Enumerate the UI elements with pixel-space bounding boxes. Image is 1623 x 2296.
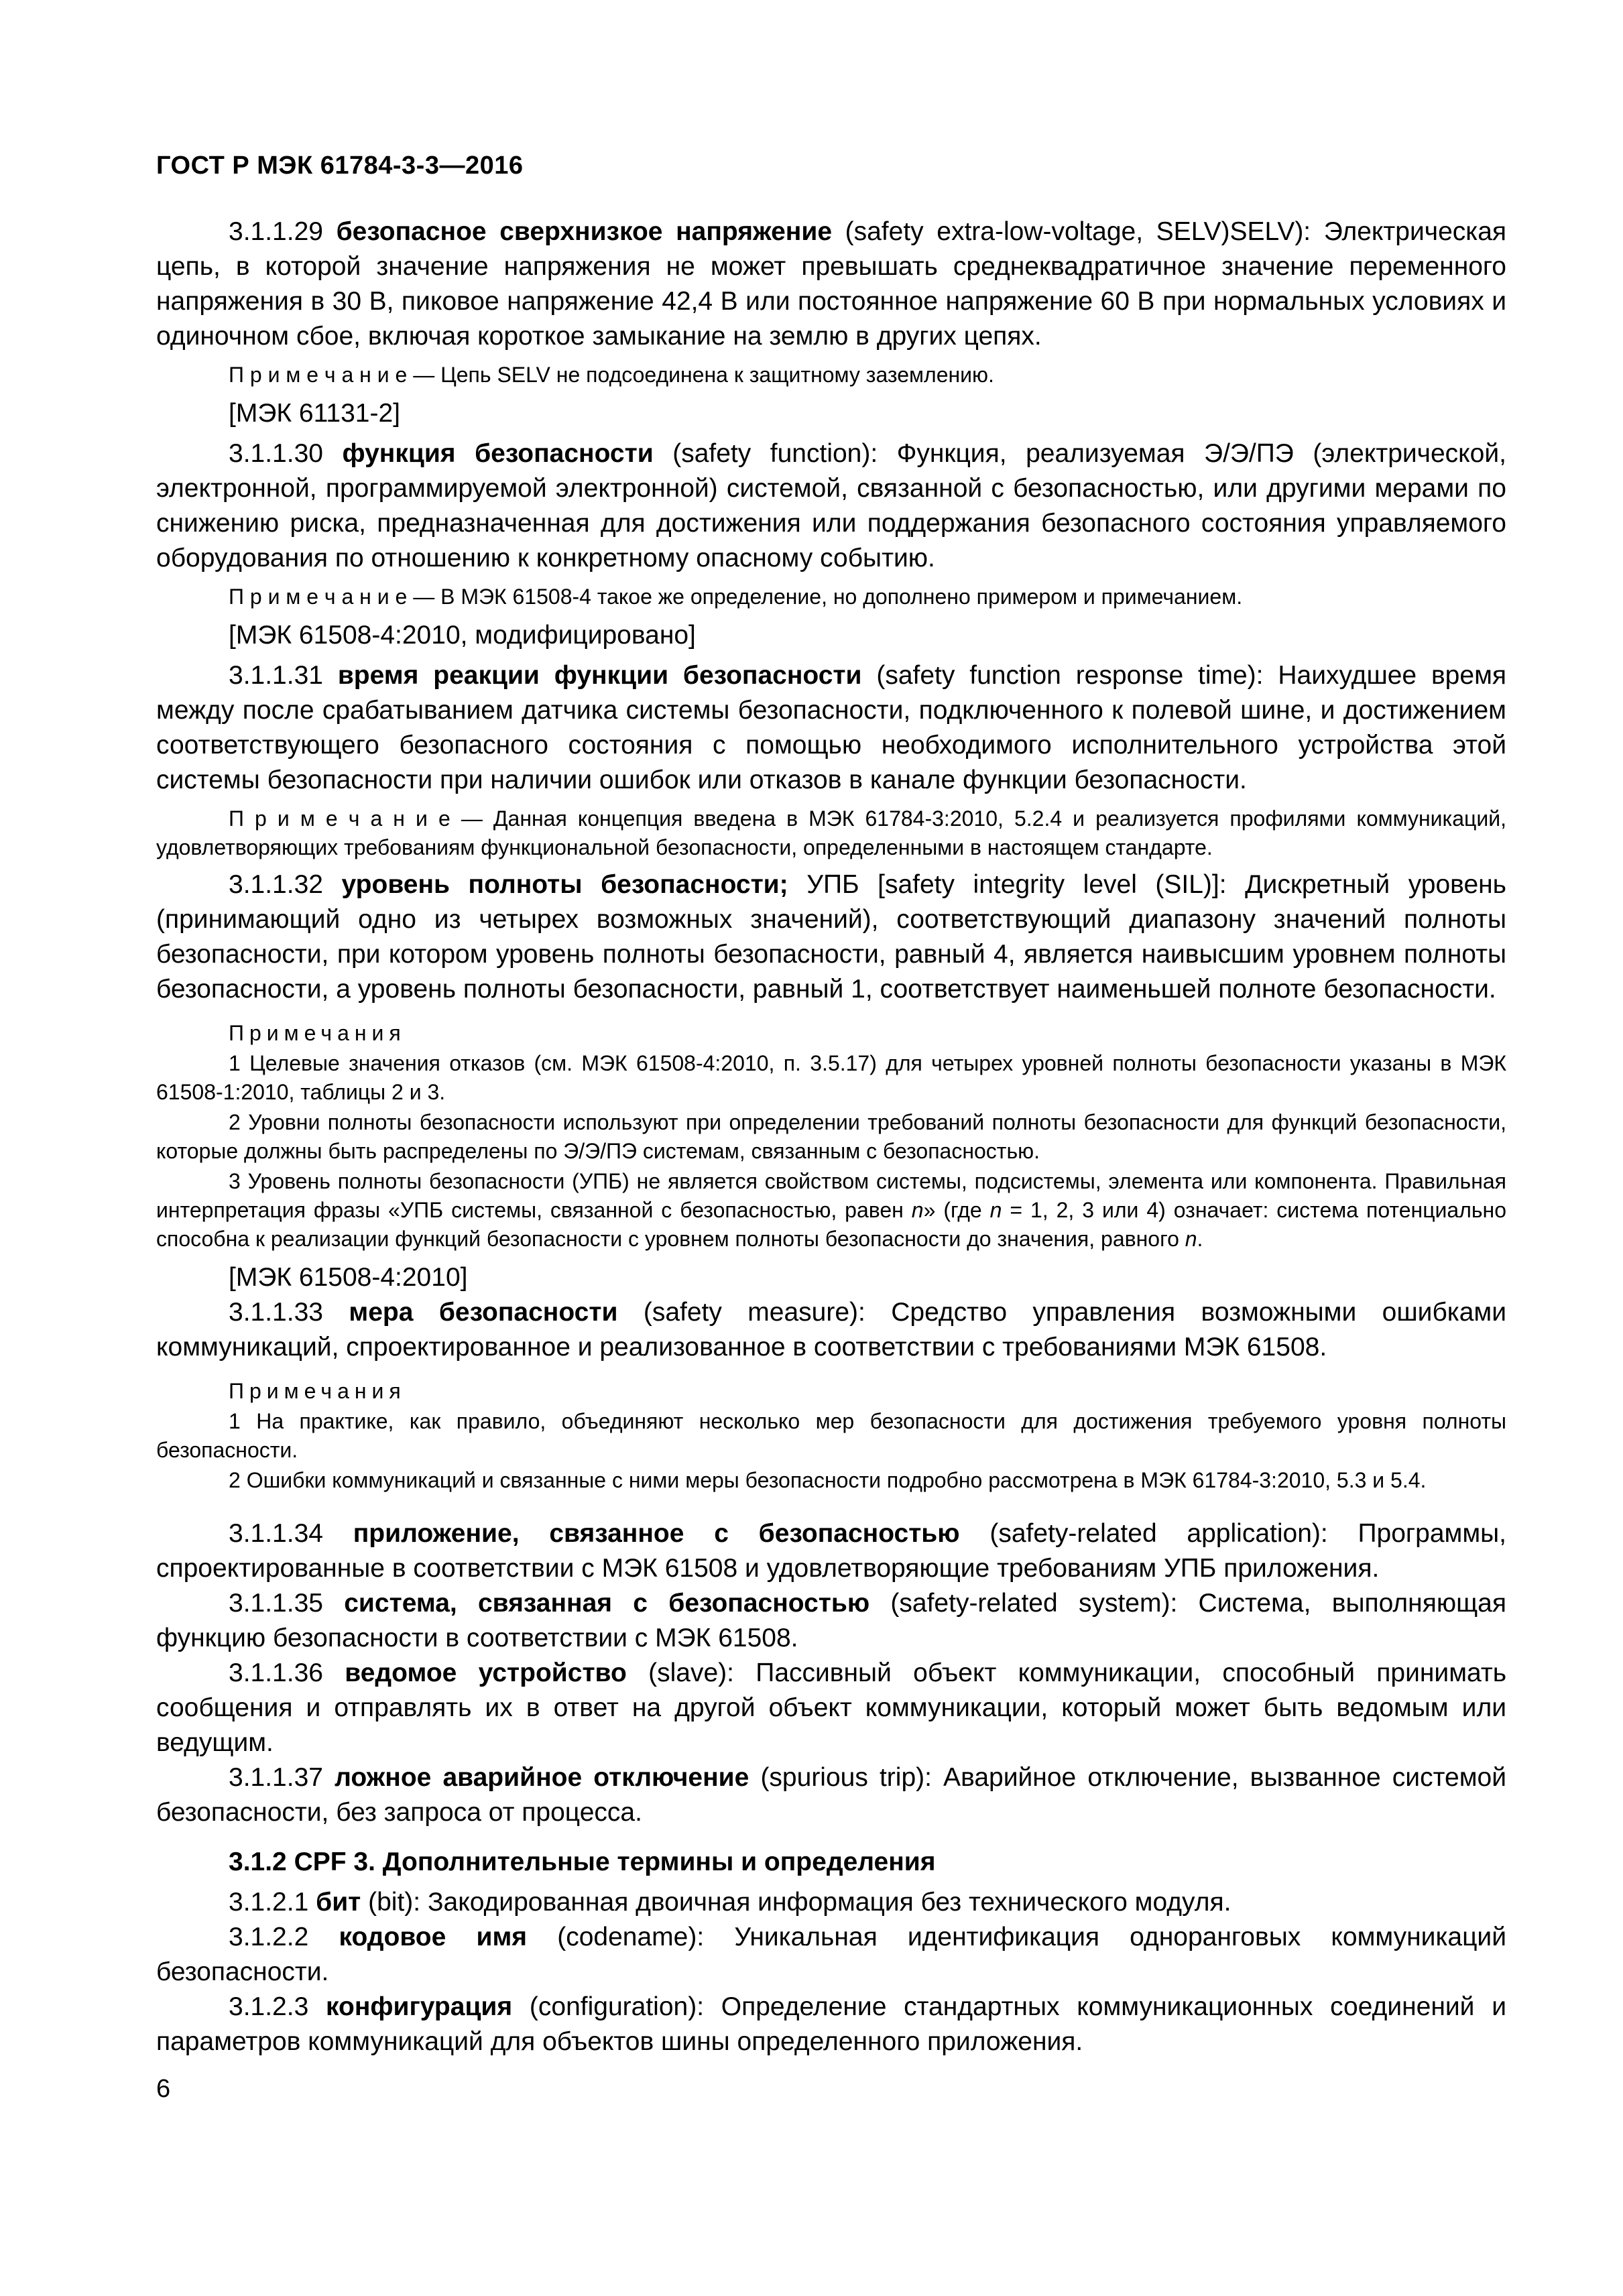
term-title: функция безопасности <box>342 439 654 468</box>
page-header: ГОСТ Р МЭК 61784-3-3—2016 <box>156 152 524 180</box>
note-variable: n <box>989 1198 1002 1222</box>
term-definition: (slave): Пассивный объект коммуникации, способный принимать сообщения и отправлять их в ответ на другой объект коммуникации, который может быть ведомым или ведущим. <box>156 1658 1507 1757</box>
term-title: уровень полноты безопасности; <box>341 870 788 899</box>
note-item-2: 2 Уровни полноты безопасности используют при определении требований полноты безопасности для функций безопасности, которые должны быть распределены по Э/Э/ПЭ системам, связанным с безопасностью. <box>156 1110 1506 1163</box>
term-3-1-1-34 <box>156 1516 1506 1586</box>
note-text: . <box>1197 1227 1203 1251</box>
note-variable: n <box>911 1198 924 1222</box>
note-label: П р и м е ч а н и е <box>229 585 408 609</box>
term-definition: (safety-related application): Программы, спроектированные в соответствии с МЭК 61508 и удовлетворяющие требованиям УПБ приложения. <box>156 1519 1506 1583</box>
term-3-1-1-33 <box>156 1295 1506 1365</box>
note-label: П р и м е ч а н и е <box>229 363 408 387</box>
term-definition: (safety measure): Средство управления возможными ошибками коммуникаций, спроектированное и реализованное в соответствии с требованиями МЭК 61508. <box>156 1298 1506 1362</box>
note-text: — Цепь SELV не подсоединена к защитному заземлению. <box>407 363 994 387</box>
term-title: время реакции функции безопасности <box>337 661 862 690</box>
notes-heading-3-1-1-33: Примечания <box>229 1379 406 1403</box>
term-number: 3.1.1.37 <box>229 1763 335 1792</box>
note-3-1-1-29 <box>156 361 1506 389</box>
term-title: система, связанная с безопасностью <box>344 1589 870 1618</box>
note-variable: n <box>1185 1227 1197 1251</box>
term-number: 3.1.1.34 <box>229 1519 353 1548</box>
note-3-1-1-30 <box>156 583 1506 611</box>
term-title: конфигурация <box>326 1992 513 2021</box>
reference-3-1-1-29: [МЭК 61131-2] <box>229 399 400 428</box>
term-number: 3.1.2.2 <box>229 1923 339 1951</box>
term-definition: (codename): Уникальная идентификация одноранговых коммуникаций безопасности. <box>156 1923 1506 1986</box>
note-3-1-1-31 <box>156 804 1506 862</box>
note-item-1: 1 На практике, как правило, объединяют несколько мер безопасности для достижения требуемого уровня полноты безопасности. <box>156 1409 1506 1462</box>
note-label: П р и м е ч а н и е <box>229 806 450 831</box>
term-definition: (safety function response time): Наихудшее время между после срабатыванием датчика системы безопасности, подключенного к полевой шине, и достижением соответствующего безопасного состояния с помощью необходимого исполнительного устройства этой системы безопасности при наличии ошибок или отказов в канале функции безопасности. <box>156 661 1506 794</box>
note-item-3 <box>156 1167 1506 1254</box>
term-definition: (configuration): Определение стандартных коммуникационных соединений и параметров коммуникаций для объектов шины определенного приложения. <box>156 1992 1506 2056</box>
term-title: бит <box>316 1888 361 1917</box>
note-text: — Данная концепция введена в МЭК 61784-3:2010, 5.2.4 и реализуется профилями коммуникаций, удовлетворяющих требованиям функциональной безопасности, определенными в настоящем стандарте. <box>156 806 1507 859</box>
term-title: приложение, связанное с безопасностью <box>353 1519 960 1548</box>
term-title: кодовое имя <box>339 1923 528 1951</box>
term-3-1-2-1 <box>156 1885 1506 1920</box>
term-3-1-1-36 <box>156 1656 1506 1760</box>
term-title: ложное аварийное отключение <box>335 1763 749 1792</box>
note-text: » (где <box>923 1198 990 1222</box>
term-3-1-1-35 <box>156 1586 1506 1656</box>
term-number: 3.1.1.30 <box>229 439 343 468</box>
term-3-1-1-37 <box>156 1760 1506 1830</box>
term-number: 3.1.1.29 <box>229 217 337 246</box>
term-number: 3.1.1.36 <box>229 1658 345 1687</box>
notes-heading-3-1-1-32: Примечания <box>229 1021 406 1045</box>
term-number: 3.1.1.32 <box>229 870 342 899</box>
term-title: ведомое устройство <box>345 1658 627 1687</box>
note-text: = 1, 2, 3 или 4) означает: система потенциально способна к реализации функций безопасности с уровнем полноты безопасности до значения, равного <box>156 1198 1507 1251</box>
term-definition: (bit): Закодированная двоичная информация без технического модуля. <box>361 1888 1231 1917</box>
reference-3-1-1-32: [МЭК 61508-4:2010] <box>229 1263 468 1292</box>
term-3-1-2-3 <box>156 1990 1506 2059</box>
term-number: 3.1.1.33 <box>229 1298 349 1327</box>
note-text: 3 Уровень полноты безопасности (УПБ) не является свойством системы, подсистемы, элемента или компонента. Правильная интерпретация фразы «УПБ системы, связанной с безопасностью, равен <box>156 1169 1506 1222</box>
term-number: 3.1.2.1 <box>229 1888 316 1917</box>
term-number: 3.1.2.3 <box>229 1992 326 2021</box>
term-definition: УПБ [safety integrity level (SIL)]: Дискретный уровень (принимающий одно из четырех возможных значений), соответствующий диапазону значений полноты безопасности, при котором уровень полноты безопасности, равный 4, является наивысшим уровнем полноты безопасности, а уровень полноты безопасности, равный 1, соответствует наименьшей полноте безопасности. <box>156 870 1506 1004</box>
term-definition: (safety function): Функция, реализуемая Э/Э/ПЭ (электрической, электронной, программируемой электронной) системой, связанной с безопасностью, или другими мерами по снижению риска, предназначенная для достижения или поддержания безопасного состояния управляемого оборудования по отношению к конкретному опасному событию. <box>156 439 1506 572</box>
term-definition: (safety extra-low-voltage, SELV)SELV): Электрическая цепь, в которой значение напряжения не может превышать среднеквадратичное значение переменного напряжения в 30 В, пиковое напряжение 42,4 В или постоянное напряжение 60 В при нормальных условиях и одиночном сбое, включая короткое замыкание на землю в других цепях. <box>156 217 1507 351</box>
term-title: мера безопасности <box>349 1298 618 1327</box>
term-title: безопасное сверхнизкое напряжение <box>336 217 833 246</box>
page-content <box>156 215 1506 2059</box>
page-number: 6 <box>156 2075 171 2103</box>
note-text: — В МЭК 61508-4 такое же определение, но дополнено примером и примечанием. <box>407 585 1243 609</box>
term-definition: (safety-related system): Система, выполняющая функцию безопасности в соответствии с МЭК 61508. <box>156 1589 1506 1652</box>
term-3-1-1-31 <box>156 658 1506 798</box>
reference-3-1-1-30: [МЭК 61508-4:2010, модифицировано] <box>229 621 696 650</box>
section-heading-3-1-2: 3.1.2 CPF 3. Дополнительные термины и определения <box>229 1848 936 1876</box>
term-3-1-1-32 <box>156 867 1506 1007</box>
note-item-2: 2 Ошибки коммуникаций и связанные с ними меры безопасности подробно рассмотрена в МЭК 61784-3:2010, 5.3 и 5.4. <box>229 1468 1427 1492</box>
note-item-1: 1 Целевые значения отказов (см. МЭК 61508-4:2010, п. 3.5.17) для четырех уровней полноты безопасности указаны в МЭК 61508-1:2010, таблицы 2 и 3. <box>156 1051 1506 1104</box>
term-definition: (spurious trip): Аварийное отключение, вызванное системой безопасности, без запроса от процесса. <box>156 1763 1506 1827</box>
term-3-1-1-29 <box>156 215 1506 354</box>
term-number: 3.1.1.35 <box>229 1589 345 1618</box>
term-3-1-1-30 <box>156 436 1506 576</box>
term-number: 3.1.1.31 <box>229 661 338 690</box>
term-3-1-2-2 <box>156 1920 1506 1990</box>
